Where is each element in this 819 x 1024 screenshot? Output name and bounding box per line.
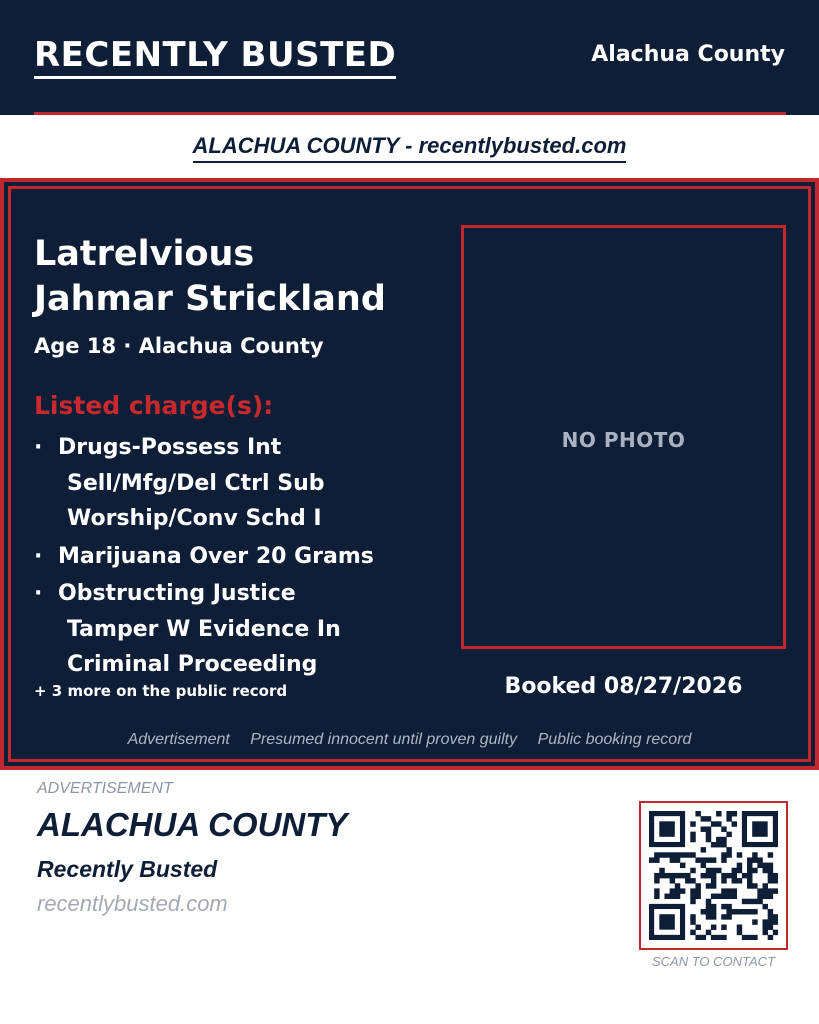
charge-item <box>34 539 454 575</box>
note-public-record: Public booking record <box>537 731 692 748</box>
person-name <box>34 232 454 322</box>
charge-line: Criminal Proceeding <box>67 652 318 677</box>
brand-title: RECENTLY BUSTED <box>34 36 396 79</box>
header-bar <box>0 0 819 115</box>
charge-line: Obstructing Justice <box>58 581 296 606</box>
charge-item <box>34 576 454 683</box>
no-photo-label: NO PHOTO <box>561 428 686 452</box>
charge-line: Sell/Mfg/Del Ctrl Sub <box>67 470 325 496</box>
ad-title: Recently Busted <box>37 856 218 882</box>
charge-line: Drugs-Possess Int <box>58 435 282 460</box>
charge-line: Worship/Conv Schd I <box>67 506 322 531</box>
booking-date: Booked 08/27/2026 <box>504 674 743 699</box>
charge-line: Marijuana Over 20 Grams <box>58 543 374 569</box>
card-footer-notes <box>0 731 819 749</box>
charges-list <box>34 430 454 685</box>
ad-label: ADVERTISEMENT <box>37 780 173 797</box>
ad-url[interactable]: recentlybusted.com <box>37 891 228 916</box>
charge-line: Tamper W Evidence In <box>67 616 341 642</box>
more-charges-note: + 3 more on the public record <box>34 682 288 700</box>
county-strip <box>0 115 819 178</box>
qr-code-icon <box>649 811 778 940</box>
qr-code[interactable] <box>639 801 788 950</box>
name-line-1: Latrelvious <box>34 234 255 274</box>
ad-county: ALACHUA COUNTY <box>37 806 348 843</box>
county-strip-text: ALACHUA COUNTY - recentlybusted.com <box>193 133 627 163</box>
bullet-icon: · <box>34 543 43 569</box>
scan-to-contact: SCAN TO CONTACT <box>651 954 776 969</box>
bullet-icon: · <box>34 581 43 606</box>
person-meta: Age 18 · Alachua County <box>34 334 324 358</box>
mugshot-placeholder <box>461 225 786 649</box>
charge-item <box>34 430 454 537</box>
header-county: Alachua County <box>591 42 785 67</box>
note-advertisement: Advertisement <box>127 731 230 748</box>
bullet-icon: · <box>34 435 43 460</box>
charges-heading: Listed charge(s): <box>34 391 274 420</box>
note-presumed-innocent: Presumed innocent until proven guilty <box>250 731 518 748</box>
name-line-2: Jahmar Strickland <box>34 279 386 319</box>
